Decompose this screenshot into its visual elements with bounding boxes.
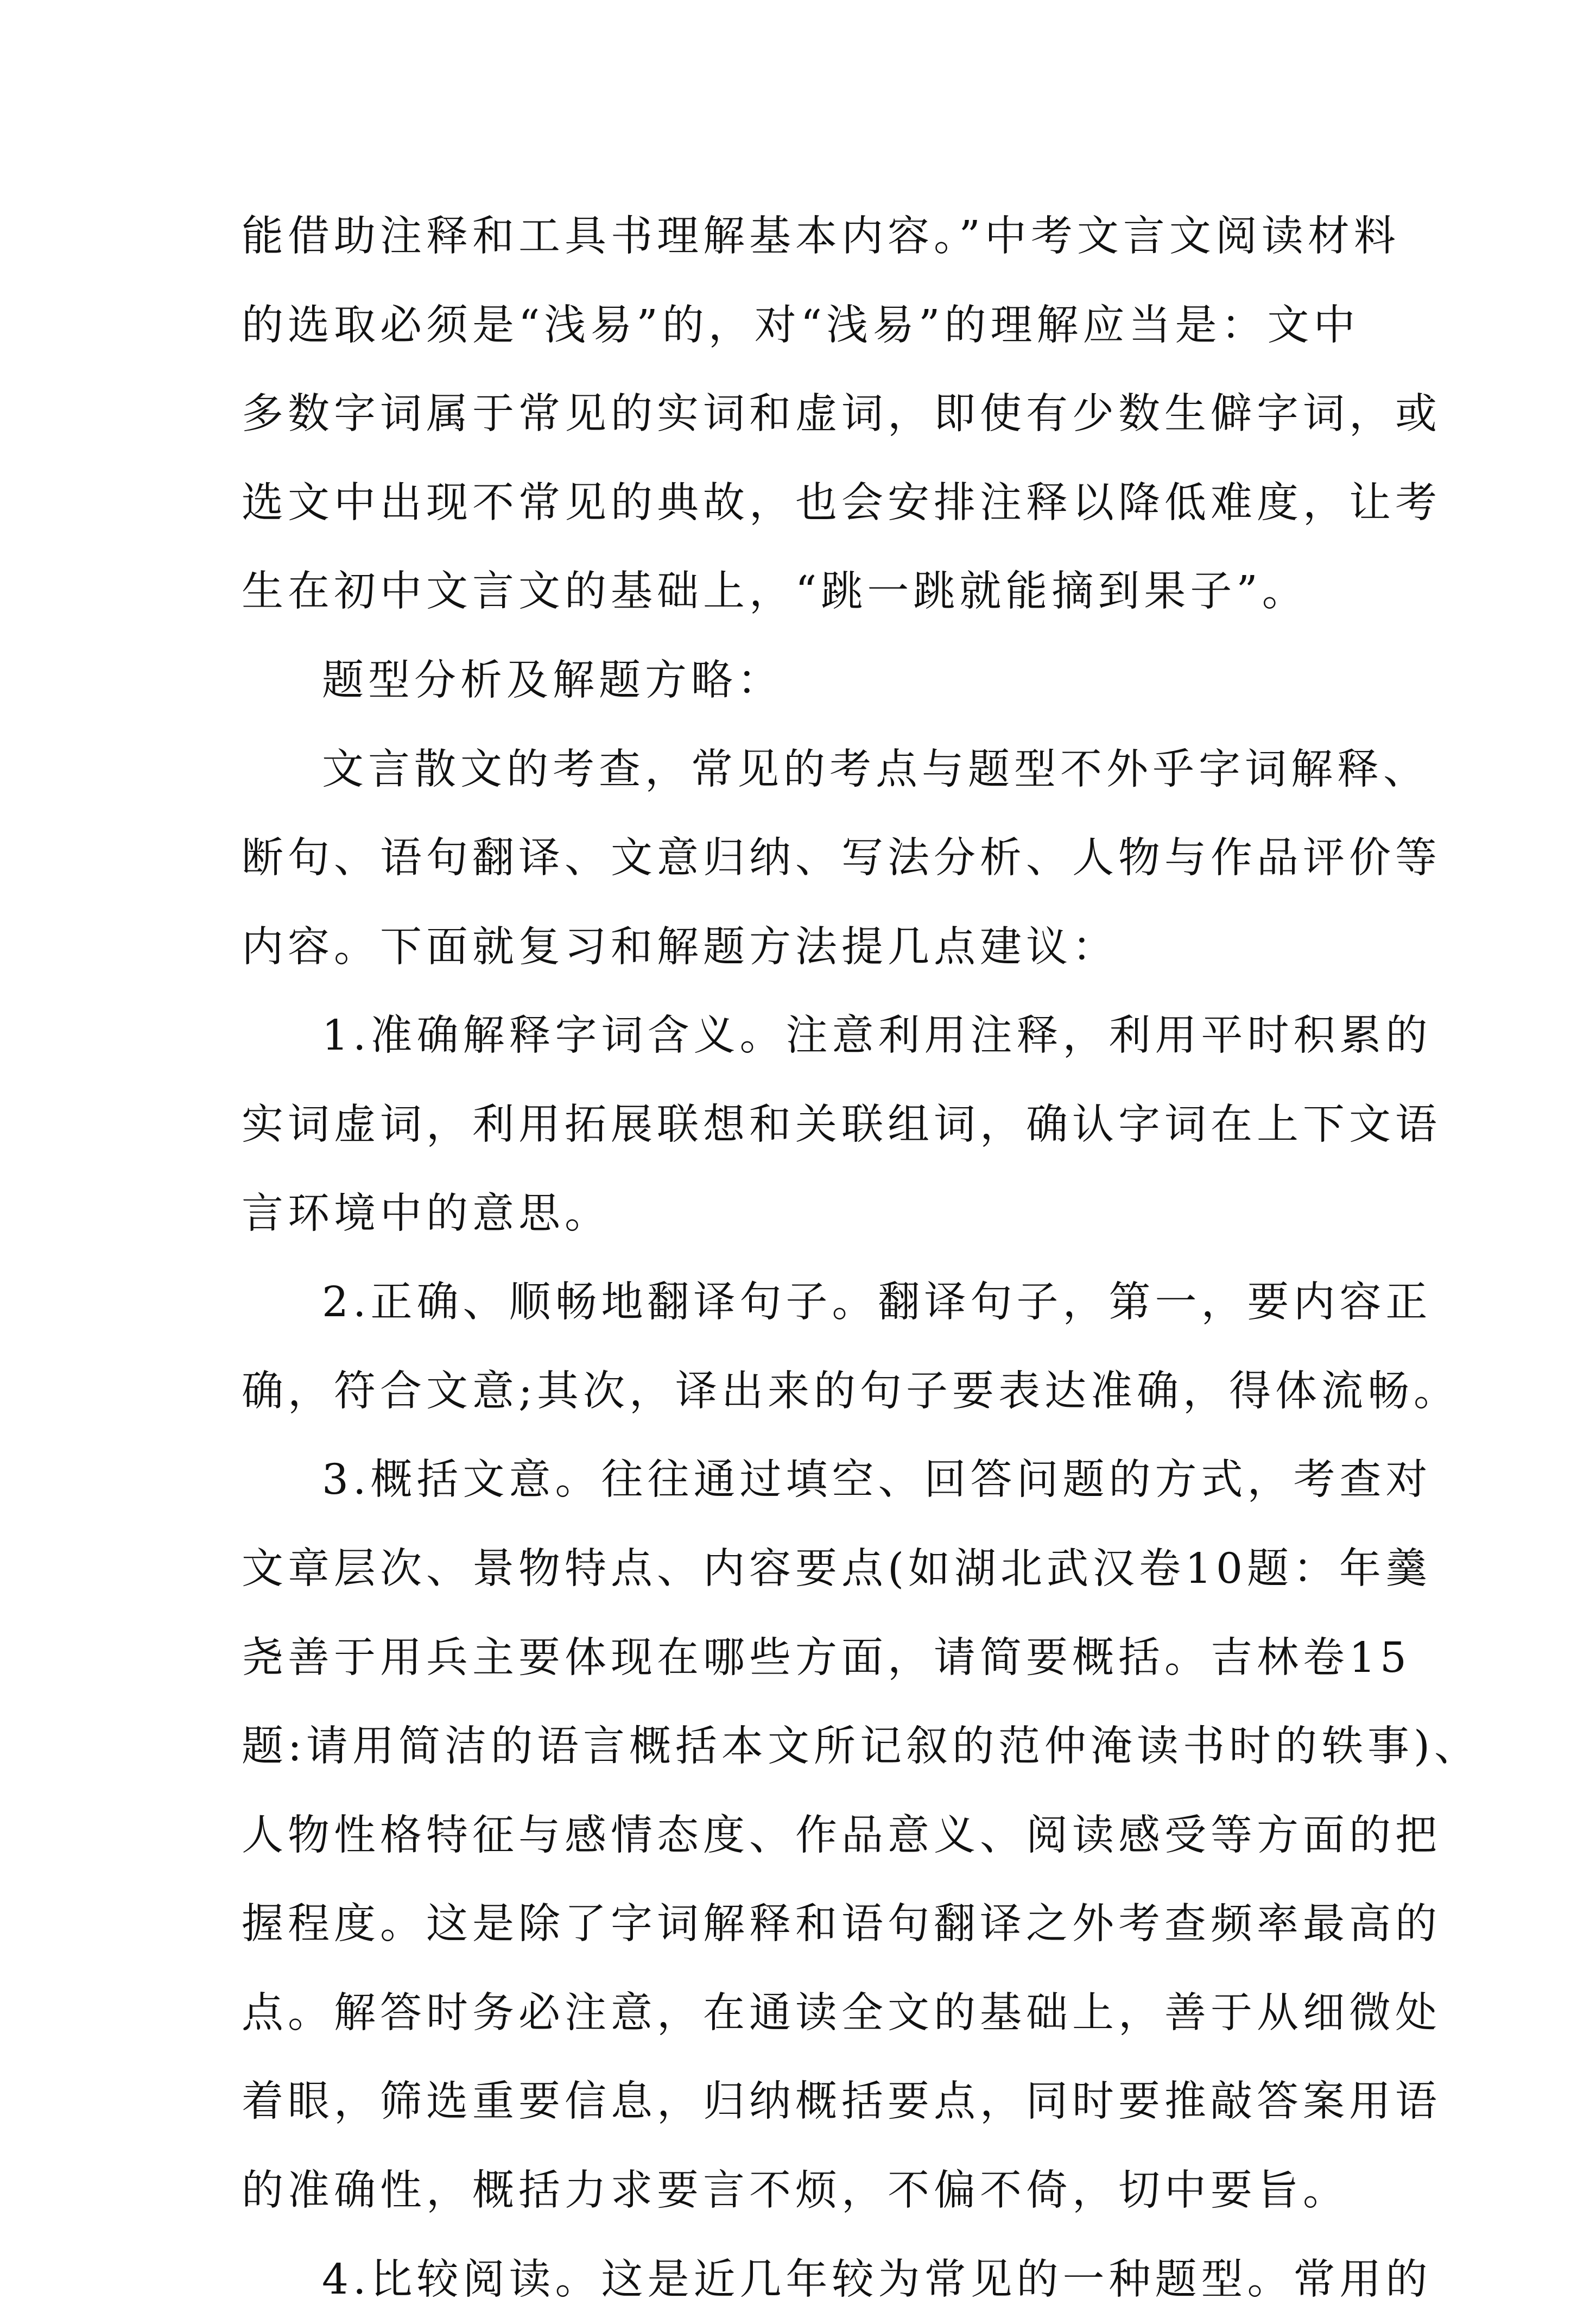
text-line: 内容。下面就复习和解题方法提几点建议： [242, 923, 1118, 971]
text-line: 文言散文的考查，常见的考点与题型不外乎字词解释、 [322, 745, 1429, 794]
text-line: 点。解答时务必注意，在通读全文的基础上，善于从细微处 [242, 1988, 1441, 2037]
text-line: 的准确性，概括力求要言不烦，不偏不倚，切中要旨。 [242, 2167, 1349, 2215]
text-line: 的选取必须是“浅易”的，对“浅易”的理解应当是：文中 [242, 301, 1360, 350]
text-line: 4.比较阅读。这是近几年较为常见的一种题型。常用的 [322, 2255, 1432, 2304]
text-line: 实词虚词，利用拓展联想和关联组词，确认字词在上下文语 [242, 1100, 1441, 1149]
text-line: 生在初中文言文的基础上，“跳一跳就能摘到果子”。 [242, 567, 1308, 616]
text-line: 断句、语句翻译、文意归纳、写法分析、人物与作品评价等 [242, 834, 1441, 883]
text-line: 言环境中的意思。 [242, 1189, 611, 1238]
text-line: 多数字词属于常见的实词和虚词，即使有少数生僻字词，或 [242, 390, 1441, 439]
text-line: 着眼，筛选重要信息，归纳概括要点，同时要推敲答案用语 [242, 2077, 1441, 2126]
text-line: 能借助注释和工具书理解基本内容。”中考文言文阅读材料 [242, 212, 1400, 261]
text-line: 尧善于用兵主要体现在哪些方面，请简要概括。吉林卷15 [242, 1633, 1411, 1682]
text-line: 确，符合文意;其次，译出来的句子要表达准确，得体流畅。 [242, 1367, 1460, 1416]
text-line: 1.准确解释字词含义。注意利用注释，利用平时积累的 [322, 1012, 1432, 1060]
text-line: 3.概括文意。往往通过填空、回答问题的方式，考查对 [322, 1456, 1432, 1505]
text-line: 题型分析及解题方略： [322, 656, 783, 705]
text-line: 握程度。这是除了字词解释和语句翻译之外考查频率最高的 [242, 1900, 1441, 1949]
text-line: 人物性格特征与感情态度、作品意义、阅读感受等方面的把 [242, 1811, 1441, 1860]
body-text [242, 192, 1480, 2324]
text-line: 选文中出现不常见的典故，也会安排注释以降低难度，让考 [242, 478, 1441, 527]
text-line: 文章层次、景物特点、内容要点(如湖北武汉卷10题：年羹 [242, 1544, 1432, 1593]
text-line: 题:请用简洁的语言概括本文所记叙的范仲淹读书时的轶事)、 [242, 1722, 1480, 1771]
text-line: 2.正确、顺畅地翻译句子。翻译句子，第一，要内容正 [322, 1278, 1432, 1327]
